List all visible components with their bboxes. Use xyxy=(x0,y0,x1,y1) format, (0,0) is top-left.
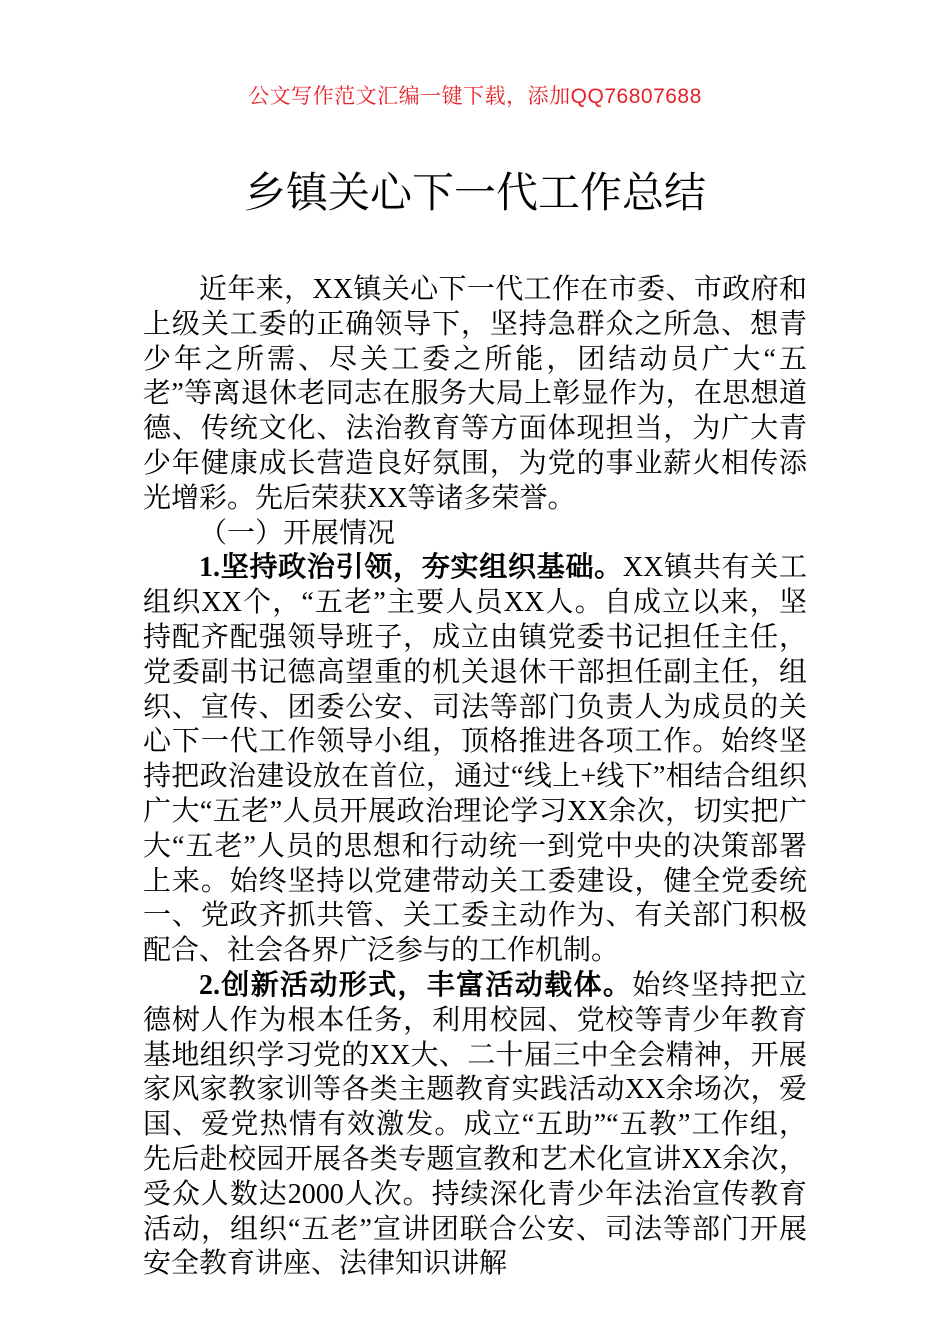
document-title: 乡镇关心下一代工作总结 xyxy=(243,169,706,216)
paragraph-intro: 近年来，XX镇关心下一代工作在市委、市政府和上级关工委的正确领导下，坚持急群众之所急、想青少年之所需、尽关工委之所能，团结动员广大“五老”等离退休老同志在服务大局上彰显作为，在思想道德、传统文化、法治教育等方面体现担当，为广大青少年健康成长营造良好氛围，为党的事业薪火相传添光增彩。先后荣获XX等诸多荣誉。 xyxy=(143,274,807,514)
paragraph-item-1 xyxy=(143,551,807,969)
document-body xyxy=(143,273,807,1282)
paragraph-item-2 xyxy=(143,969,807,1282)
paragraph-item-1-lead: 1.坚持政治引领，夯实组织基础。 xyxy=(199,552,623,584)
section-heading: （一）开展情况 xyxy=(199,517,396,549)
paragraph-item-2-text: 始终坚持把立德树人作为根本任务，利用校园、党校等青少年教育基地组织学习党的XX大、二十届三中全会精神，开展家风家教家训等各类主题教育实践活动XX余场次，爱国、爱党热情有效激发。成立“五助”“五教”工作组，先后赴校园开展各类专题宣教和艺术化宣讲XX余次，受众人数达2000人次。持续深化青少年法治宣传教育活动，组织“五老”宣讲团联合公安、司法等部门开展安全教育讲座、法律知识讲解 xyxy=(143,969,807,1280)
paragraph-item-1-text: XX镇共有关工组织XX个，“五老”主要人员XX人。自成立以来，坚持配齐配强领导班子，成立由镇党委书记担任主任，党委副书记德高望重的机关退休干部担任副主任，组织、宣传、团委公安、司法等部门负责人为成员的关心下一代工作领导小组，顶格推进各项工作。始终坚持把政治建设放在首位，通过“线上+线下”相结合组织广大“五老”人员开展政治理论学习XX余次，切实把广大“五老”人员的思想和行动统一到党中央的决策部署上来。始终坚持以党建带动关工委建设，健全党委统一、党政齐抓共管、关工委主动作为、有关部门积极配合、社会各界广泛参与的工作机制。 xyxy=(143,552,807,967)
paragraph-item-2-lead: 2.创新活动形式，丰富活动载体。 xyxy=(199,969,633,1001)
promo-banner: 公文写作范文汇编一键下载，添加QQ76807688 xyxy=(248,85,702,108)
